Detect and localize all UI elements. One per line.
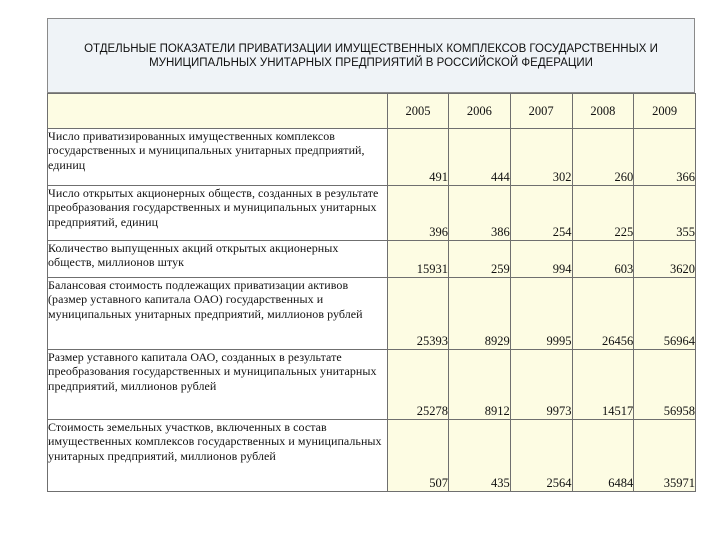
cell-value: 994 xyxy=(510,241,572,278)
cell-value: 25278 xyxy=(388,350,449,420)
row-label: Балансовая стоимость подлежащих приватизации активов (размер уставного капитала ОАО) государственных и муниципальных унитарных предприятий, миллионов рублей xyxy=(48,278,388,350)
cell-value: 3620 xyxy=(634,241,696,278)
cell-value: 225 xyxy=(572,186,634,241)
cell-value: 9973 xyxy=(510,350,572,420)
cell-value: 8929 xyxy=(449,278,511,350)
table-row xyxy=(48,350,696,420)
cell-value: 491 xyxy=(388,129,449,186)
cell-value: 9995 xyxy=(510,278,572,350)
cell-value: 56964 xyxy=(634,278,696,350)
table-row xyxy=(48,420,696,492)
cell-value: 444 xyxy=(449,129,511,186)
cell-value: 25393 xyxy=(388,278,449,350)
year-header: 2008 xyxy=(572,94,634,129)
year-header: 2009 xyxy=(634,94,696,129)
row-label: Количество выпущенных акций открытых акционерных обществ, миллионов штук xyxy=(48,241,388,278)
cell-value: 603 xyxy=(572,241,634,278)
cell-value: 6484 xyxy=(572,420,634,492)
cell-value: 26456 xyxy=(572,278,634,350)
row-label: Число открытых акционерных обществ, созданных в результате преобразования государственных и муниципальных унитарных предприятий, единиц xyxy=(48,186,388,241)
table-row xyxy=(48,278,696,350)
cell-value: 14517 xyxy=(572,350,634,420)
cell-value: 435 xyxy=(449,420,511,492)
year-header: 2006 xyxy=(449,94,511,129)
cell-value: 355 xyxy=(634,186,696,241)
row-label: Стоимость земельных участков, включенных в состав имущественных комплексов государственных и муниципальных унитарных предприятий, миллионов рублей xyxy=(48,420,388,492)
title-line-2: МУНИЦИПАЛЬНЫХ УНИТАРНЫХ ПРЕДПРИЯТИЙ В РОССИЙСКОЙ ФЕДЕРАЦИИ xyxy=(149,56,593,69)
cell-value: 56958 xyxy=(634,350,696,420)
row-label: Число приватизированных имущественных комплексов государственных и муниципальных унитарных предприятий, единиц xyxy=(48,129,388,186)
cell-value: 302 xyxy=(510,129,572,186)
cell-value: 366 xyxy=(634,129,696,186)
header-row xyxy=(48,94,696,129)
cell-value: 35971 xyxy=(634,420,696,492)
title-line-1: ОТДЕЛЬНЫЕ ПОКАЗАТЕЛИ ПРИВАТИЗАЦИИ ИМУЩЕСТВЕННЫХ КОМПЛЕКСОВ ГОСУДАРСТВЕННЫХ И xyxy=(84,42,658,55)
page-title xyxy=(47,18,695,93)
cell-value: 386 xyxy=(449,186,511,241)
cell-value: 507 xyxy=(388,420,449,492)
year-header: 2007 xyxy=(510,94,572,129)
table-row xyxy=(48,241,696,278)
cell-value: 260 xyxy=(572,129,634,186)
cell-value: 8912 xyxy=(449,350,511,420)
row-label: Размер уставного капитала ОАО, созданных в результате преобразования государственных и муниципальных унитарных предприятий, миллионов рублей xyxy=(48,350,388,420)
table-row xyxy=(48,186,696,241)
cell-value: 396 xyxy=(388,186,449,241)
cell-value: 254 xyxy=(510,186,572,241)
year-header: 2005 xyxy=(388,94,449,129)
cell-value: 259 xyxy=(449,241,511,278)
cell-value: 15931 xyxy=(388,241,449,278)
cell-value: 2564 xyxy=(510,420,572,492)
privatization-table xyxy=(47,93,696,492)
header-blank-cell xyxy=(48,94,388,129)
table-row xyxy=(48,129,696,186)
